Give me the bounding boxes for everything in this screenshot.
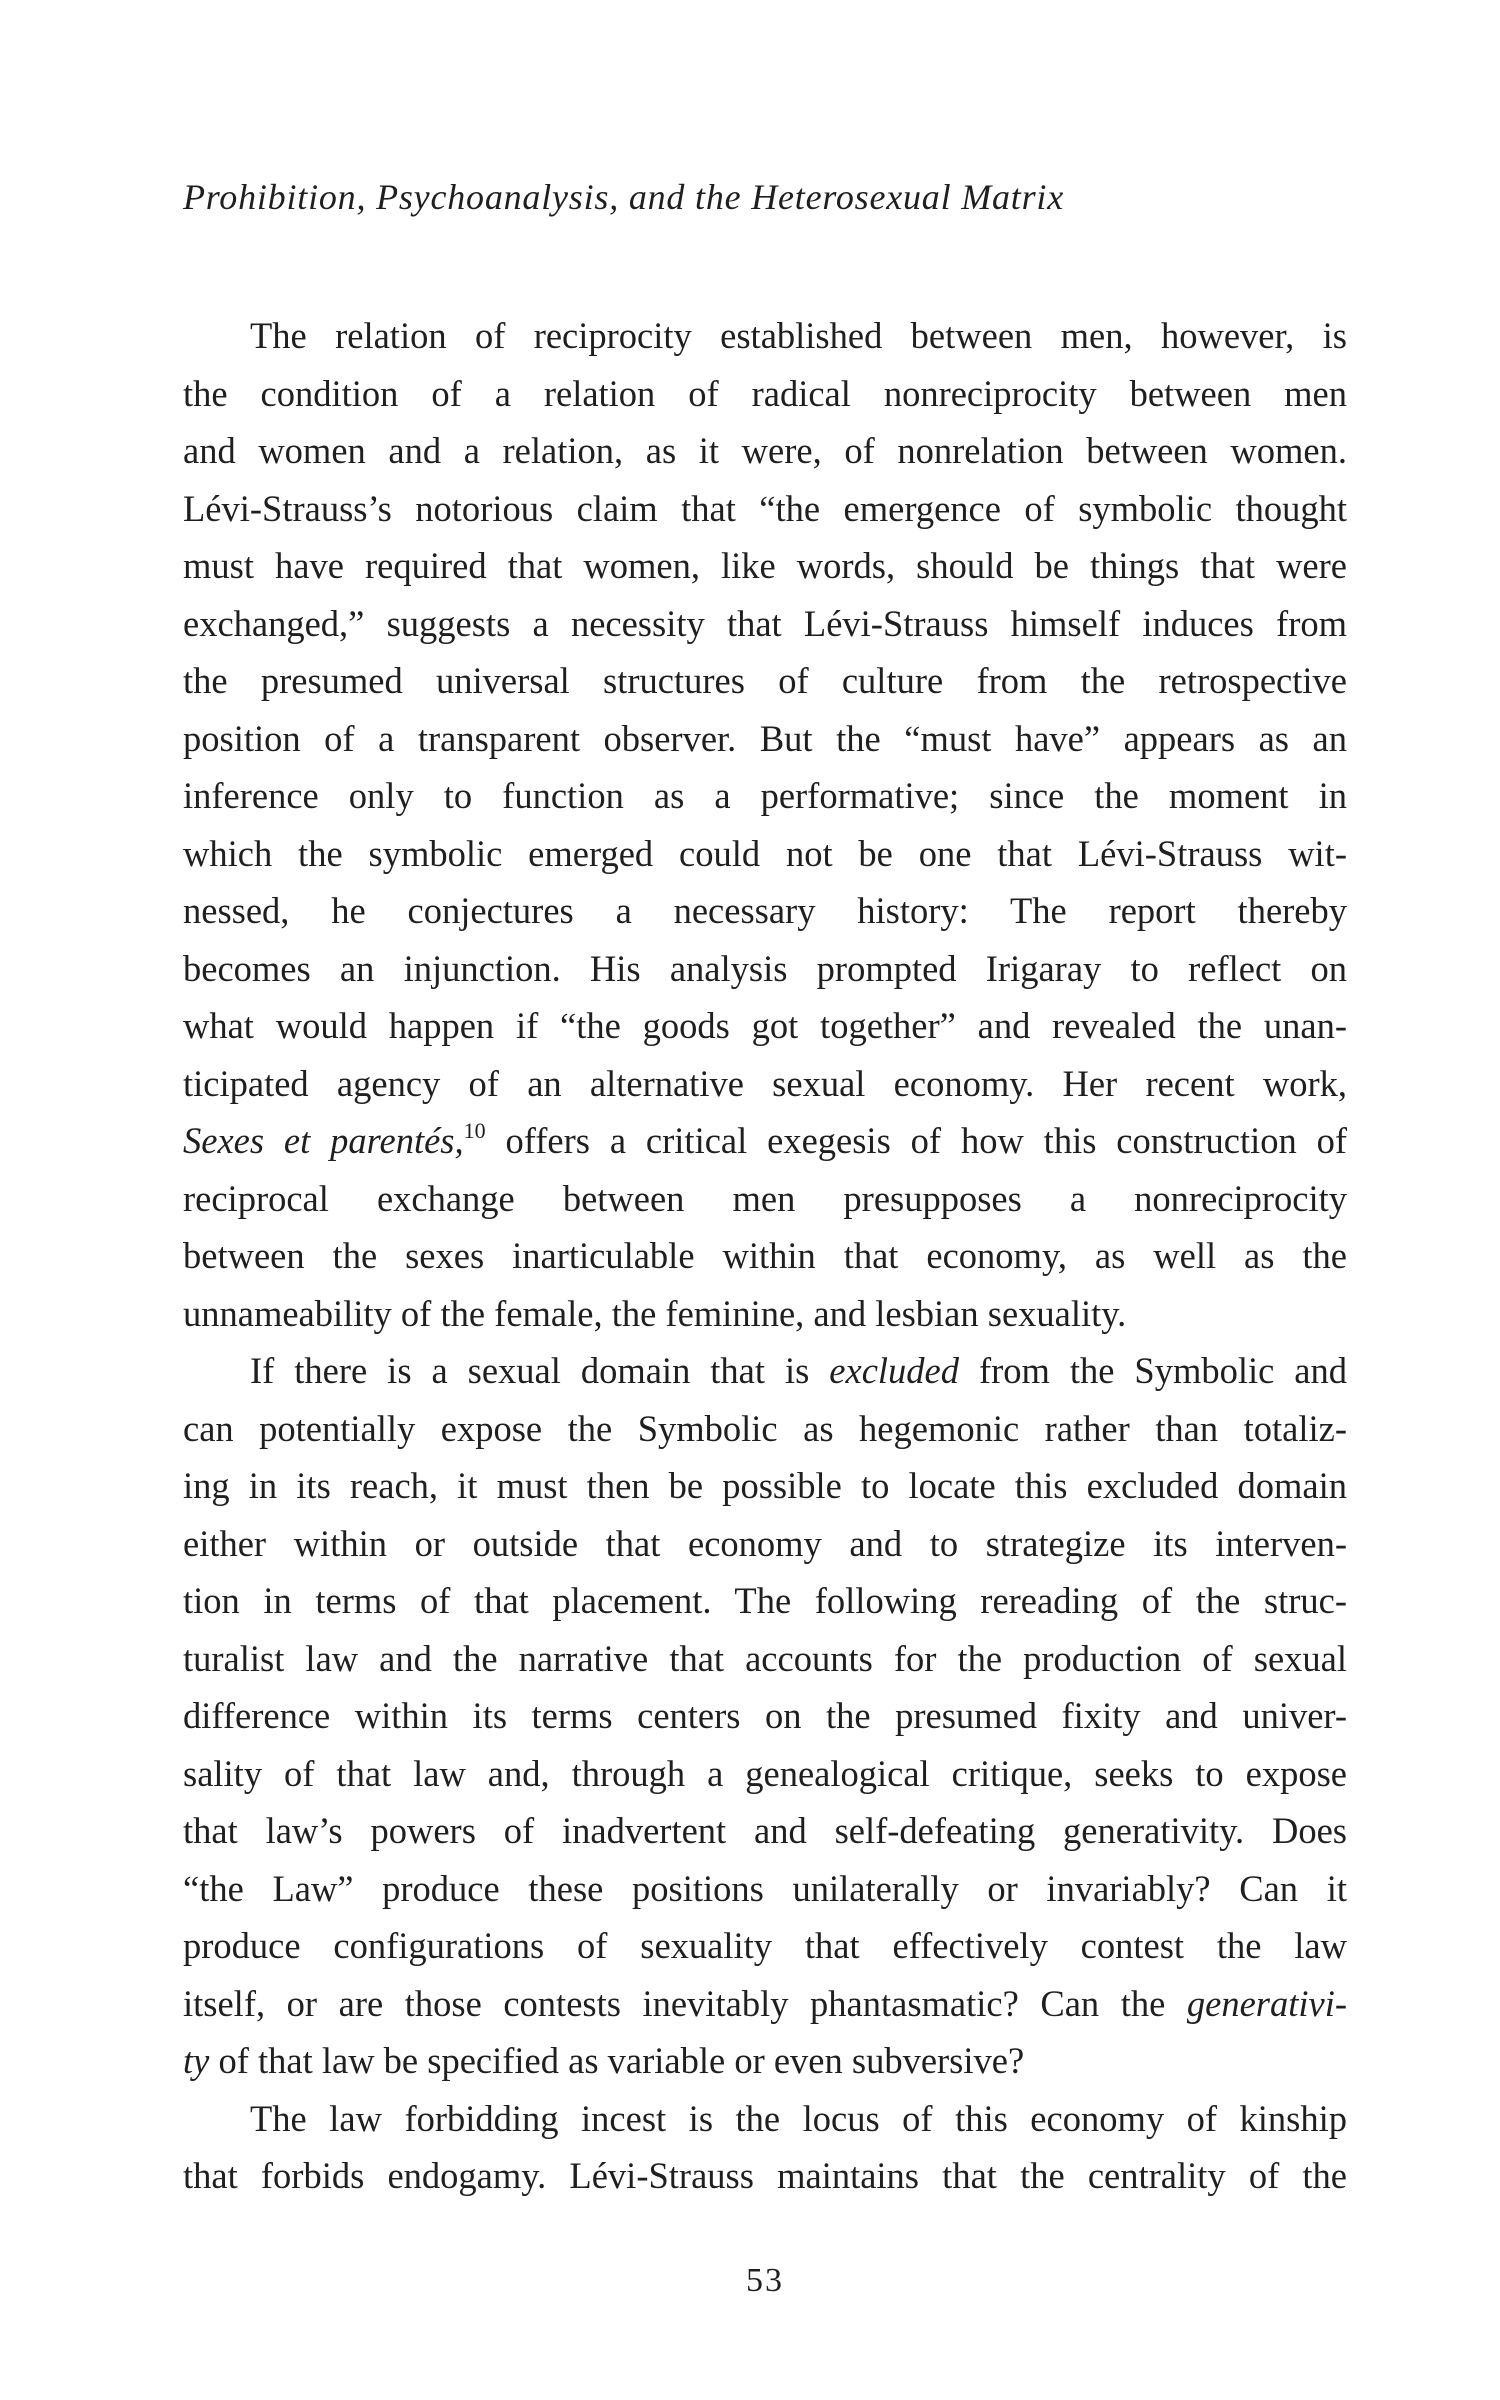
text-segment: of that law be specified as variable or even subversive? <box>218 2040 1025 2081</box>
text-line: between the sexes inarticulable within that economy, as well as the <box>183 1235 1347 1276</box>
text-line: the presumed universal structures of culture from the retrospective <box>183 660 1347 701</box>
text-line: difference within its terms centers on the presumed fixity and univer- <box>183 1695 1347 1736</box>
text-line: that law’s powers of inadvertent and self-defeating generativity. Does <box>183 1810 1347 1851</box>
text-line: reciprocal exchange between men presupposes a nonreciprocity <box>183 1177 1347 1219</box>
book-title: Sexes et parentés, <box>183 1120 464 1161</box>
text-line <box>183 1342 1347 1400</box>
paragraph-3 <box>183 2090 1347 2205</box>
footnote-ref[interactable]: 10 <box>463 1118 486 1143</box>
text-line: Lévi-Strauss’s notorious claim that “the emergence of symbolic thought <box>183 487 1347 529</box>
text-line: The relation of reciprocity established between men, however, is <box>250 315 1347 356</box>
text-line <box>183 1112 1347 1170</box>
text-line: The law forbidding incest is the locus of this economy of kinship <box>250 2097 1347 2139</box>
text-line: turalist law and the narrative that accounts for the production of sexual <box>183 1637 1347 1679</box>
running-head: Prohibition, Psychoanalysis, and the Heterosexual Matrix <box>183 177 1064 217</box>
text-line: either within or outside that economy and to strategize its interven- <box>183 1522 1347 1564</box>
emphasis: excluded <box>829 1350 959 1391</box>
text-line: that forbids endogamy. Lévi-Strauss maintains that the centrality of the <box>183 2155 1347 2196</box>
body-text <box>183 307 1347 2205</box>
text-line: unnameability of the female, the feminine, and lesbian sexuality. <box>183 1292 1127 1334</box>
text-line: produce configurations of sexuality that effectively contest the law <box>183 1925 1347 1966</box>
text-line <box>183 2032 1347 2090</box>
text-line <box>183 1975 1347 2033</box>
text-line: inference only to function as a performative; since the moment in <box>183 775 1347 816</box>
text-segment: itself, or are those contests inevitably phantasmatic? Can the <box>183 1982 1166 2024</box>
paragraph-1 <box>183 307 1347 1342</box>
text-line: position of a transparent observer. But the “must have” appears as an <box>183 717 1347 759</box>
text-segment: from the Symbolic and <box>978 1350 1348 1391</box>
page-number: 53 <box>746 2262 784 2299</box>
text-line: becomes an injunction. His analysis prompted Irigaray to reflect on <box>183 947 1347 989</box>
text-line: ing in its reach, it must then be possible to locate this excluded domain <box>183 1465 1347 1506</box>
text-line: nessed, he conjectures a necessary history: The report thereby <box>183 890 1347 931</box>
text-segment: If there is a sexual domain that is <box>250 1350 810 1391</box>
text-line: “the Law” produce these positions unilaterally or invariably? Can it <box>183 1867 1347 1909</box>
text-line: sality of that law and, through a genealogical critique, seeks to expose <box>183 1752 1347 1794</box>
text-line: must have required that women, like words, should be things that were <box>183 545 1347 586</box>
text-line: ticipated agency of an alternative sexual economy. Her recent work, <box>183 1062 1347 1104</box>
text-line: and women and a relation, as it were, of nonrelation between women. <box>183 430 1347 471</box>
text-line: can potentially expose the Symbolic as hegemonic rather than totaliz- <box>183 1407 1347 1449</box>
text-line: which the symbolic emerged could not be one that Lévi-Strauss wit- <box>183 832 1347 874</box>
text-line: what would happen if “the goods got together” and revealed the unan- <box>183 1005 1347 1046</box>
text-line: exchanged,” suggests a necessity that Lévi-Strauss himself induces from <box>183 602 1347 644</box>
paragraph-2 <box>183 1342 1347 2090</box>
emphasis: generativi- <box>1186 1982 1348 2024</box>
text-line: the condition of a relation of radical nonreciprocity between men <box>183 372 1347 414</box>
emphasis: ty <box>183 2040 210 2081</box>
text-segment: offers a critical exegesis of how this construction of <box>505 1120 1348 1161</box>
text-line: tion in terms of that placement. The following rereading of the struc- <box>183 1580 1347 1621</box>
